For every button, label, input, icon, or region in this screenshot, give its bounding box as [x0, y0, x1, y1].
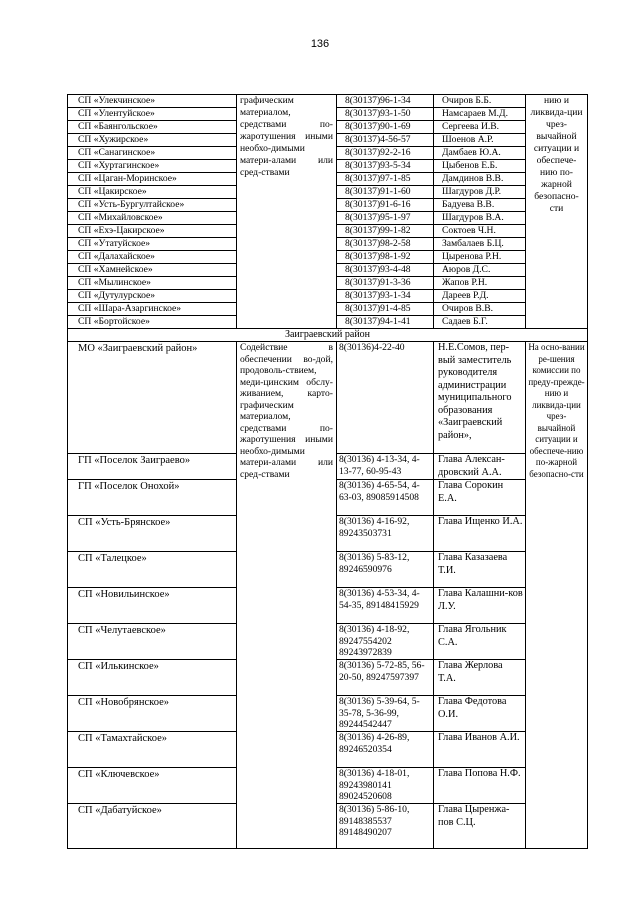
settlement-name: СП «Илькинское»: [68, 660, 237, 696]
settlement-name: СП «Ехэ-Цакирское»: [68, 225, 237, 238]
settlement-name: СП «Дутулурское»: [68, 290, 237, 303]
page-number: 136: [310, 38, 330, 50]
basis-description: На осно-вании ре-шения комиссии по преду-прежде-нию и ликвида-ции чрез-вычайной ситуации и обеспече-нию по-жарной безопасно-сти: [526, 342, 588, 849]
phone-number: 8(30137)91-3-36: [337, 277, 434, 290]
phone-number: 8(30137)92-2-16: [337, 147, 434, 160]
responsible-person: Аюров Д.С.: [434, 264, 526, 277]
phone-number: 8(30137)97-1-85: [337, 173, 434, 186]
responsible-person: Соктоев Ч.Н.: [434, 225, 526, 238]
settlement-name: СП «Усть-Бургултайское»: [68, 199, 237, 212]
phone-number: 8(30137)91-4-85: [337, 303, 434, 316]
settlement-name: СП «Баянгольское»: [68, 121, 237, 134]
settlement-name: СП «Тамахтайское»: [68, 732, 237, 768]
responsible-person: Очиров Б.Б.: [434, 95, 526, 108]
responsible-person: Дамбаев Ю.А.: [434, 147, 526, 160]
settlement-name: ГП «Поселок Заиграево»: [68, 454, 237, 480]
responsible-person: Шагдуров Д.Р.: [434, 186, 526, 199]
phone-number: 8(30137)98-1-92: [337, 251, 434, 264]
settlement-name: СП «Мылинское»: [68, 277, 237, 290]
responsible-person: Глава Ищенко И.А.: [434, 516, 526, 552]
region-title: Заиграевский район: [68, 329, 588, 342]
phone-number: 8(30137)93-1-50: [337, 108, 434, 121]
phone-number: 8(30137)91-6-16: [337, 199, 434, 212]
settlement-name: СП «Санагинское»: [68, 147, 237, 160]
table1-row: [68, 95, 588, 108]
region-header-body: [68, 329, 588, 342]
table2-row: [68, 342, 588, 454]
phone-number: 8(30136) 4-18-92, 89247554202 89243972839: [337, 624, 434, 660]
basis-description: нию и ликвида-ции чрез-вычайной ситуации и обеспече-нию по-жарной безопасно-сти: [526, 95, 588, 329]
responsible-person: Глава Сорокин Е.А.: [434, 480, 526, 516]
responsible-person: Глава Калашни-ков Л.У.: [434, 588, 526, 624]
settlement-name: СП «Талецкое»: [68, 552, 237, 588]
settlement-name: СП «Бортойское»: [68, 316, 237, 329]
settlement-name: СП «Улентуйское»: [68, 108, 237, 121]
phone-number: 8(30137)93-4-48: [337, 264, 434, 277]
responsible-person: Глава Алексан-дровский А.А.: [434, 454, 526, 480]
responsible-person: Дамдинов В.В.: [434, 173, 526, 186]
table2-body: [68, 342, 588, 849]
region-row: [68, 329, 588, 342]
settlement-name: СП «Далахайское»: [68, 251, 237, 264]
responsible-person: Цыренова Р.Н.: [434, 251, 526, 264]
phone-number: 8(30137)99-1-82: [337, 225, 434, 238]
settlement-name: СП «Хужирское»: [68, 134, 237, 147]
settlement-name: СП «Дабатуйское»: [68, 804, 237, 849]
responsible-person: Цыбенов Е.Б.: [434, 160, 526, 173]
phone-number: 8(30136) 4-13-34, 4-13-77, 60-95-43: [337, 454, 434, 480]
responsible-person: Дареев Р.Д.: [434, 290, 526, 303]
phone-number: 8(30136) 5-72-85, 56-20-50, 89247597397: [337, 660, 434, 696]
settlement-name: СП «Михайловское»: [68, 212, 237, 225]
settlement-name: СП «Цаган-Моринское»: [68, 173, 237, 186]
phone-number: 8(30137)91-1-60: [337, 186, 434, 199]
settlement-name: СП «Утатуйское»: [68, 238, 237, 251]
responsible-person: Сергеева И.В.: [434, 121, 526, 134]
settlement-name: СП «Хуртагинское»: [68, 160, 237, 173]
settlement-name: СП «Шара-Азаргинское»: [68, 303, 237, 316]
phone-number: 8(30136) 4-26-89, 89246520354: [337, 732, 434, 768]
responsible-person: Глава Цыренжа-пов С.Ц.: [434, 804, 526, 849]
phone-number: 8(30137)98-2-58: [337, 238, 434, 251]
settlement-name: МО «Заиграевский район»: [68, 342, 237, 454]
responsible-person: Садаев Б.Г.: [434, 316, 526, 329]
responsible-person: Глава Ягольник С.А.: [434, 624, 526, 660]
responsible-person: Н.Е.Сомов, пер-вый заместитель руководителя администрации муниципального образования «Заиграевский район»,: [434, 342, 526, 454]
settlement-name: СП «Новильинское»: [68, 588, 237, 624]
phone-number: 8(30137)96-1-34: [337, 95, 434, 108]
responsible-person: Глава Казазаева Т.И.: [434, 552, 526, 588]
settlement-name: СП «Цакирское»: [68, 186, 237, 199]
settlement-name: СП «Новобрянское»: [68, 696, 237, 732]
settlement-name: СП «Улекчинское»: [68, 95, 237, 108]
phone-number: 8(30136) 4-16-92, 89243503731: [337, 516, 434, 552]
table1-body: [68, 95, 588, 329]
contacts-table: [67, 94, 588, 849]
responsible-person: Шоенов А.Р.: [434, 134, 526, 147]
settlement-name: ГП «Поселок Онохой»: [68, 480, 237, 516]
phone-number: 8(30137)94-1-41: [337, 316, 434, 329]
phone-number: 8(30136) 5-83-12, 89246590976: [337, 552, 434, 588]
responsible-person: Бадуева В.В.: [434, 199, 526, 212]
phone-number: 8(30137)90-1-69: [337, 121, 434, 134]
phone-number: 8(30136) 4-18-01, 89243980141 89024520608: [337, 768, 434, 804]
responsible-person: Замбалаев Б.Ц.: [434, 238, 526, 251]
phone-number: 8(30137)4-56-57: [337, 134, 434, 147]
phone-number: 8(30137)93-1-34: [337, 290, 434, 303]
phone-number: 8(30137)95-1-97: [337, 212, 434, 225]
phone-number: 8(30136) 4-65-54, 4- 63-03, 89085914508: [337, 480, 434, 516]
phone-number: 8(30136)4-22-40: [337, 342, 434, 454]
responsible-person: Глава Жерлова Т.А.: [434, 660, 526, 696]
responsible-person: Шагдуров В.А.: [434, 212, 526, 225]
responsible-person: Жапов Р.Н.: [434, 277, 526, 290]
assistance-description: графическим материалом, средствами по-жаротушения иными необхо-димыми матери-алами или сред-ствами: [237, 95, 337, 329]
phone-number: 8(30136) 5-86-10, 89148385537 89148490207: [337, 804, 434, 849]
settlement-name: СП «Хамнейское»: [68, 264, 237, 277]
settlement-name: СП «Усть-Брянское»: [68, 516, 237, 552]
phone-number: 8(30136) 5-39-64, 5-35-78, 5-36-99, 89244542447: [337, 696, 434, 732]
responsible-person: Глава Иванов А.И.: [434, 732, 526, 768]
responsible-person: Глава Попова Н.Ф.: [434, 768, 526, 804]
phone-number: 8(30136) 4-53-34, 4-54-35, 89148415929: [337, 588, 434, 624]
assistance-description: Содействие в обеспечении во-дой, продоволь-ствием, меди-цинским обслу-живанием, карто-графическим материалом, средствами по-жаротушения иными необхо-димыми матери-алами или сред-ствами: [237, 342, 337, 849]
responsible-person: Глава Федотова О.И.: [434, 696, 526, 732]
phone-number: 8(30137)93-5-34: [337, 160, 434, 173]
responsible-person: Намсараев М.Д.: [434, 108, 526, 121]
settlement-name: СП «Ключевское»: [68, 768, 237, 804]
settlement-name: СП «Челутаевское»: [68, 624, 237, 660]
responsible-person: Очиров В.В.: [434, 303, 526, 316]
